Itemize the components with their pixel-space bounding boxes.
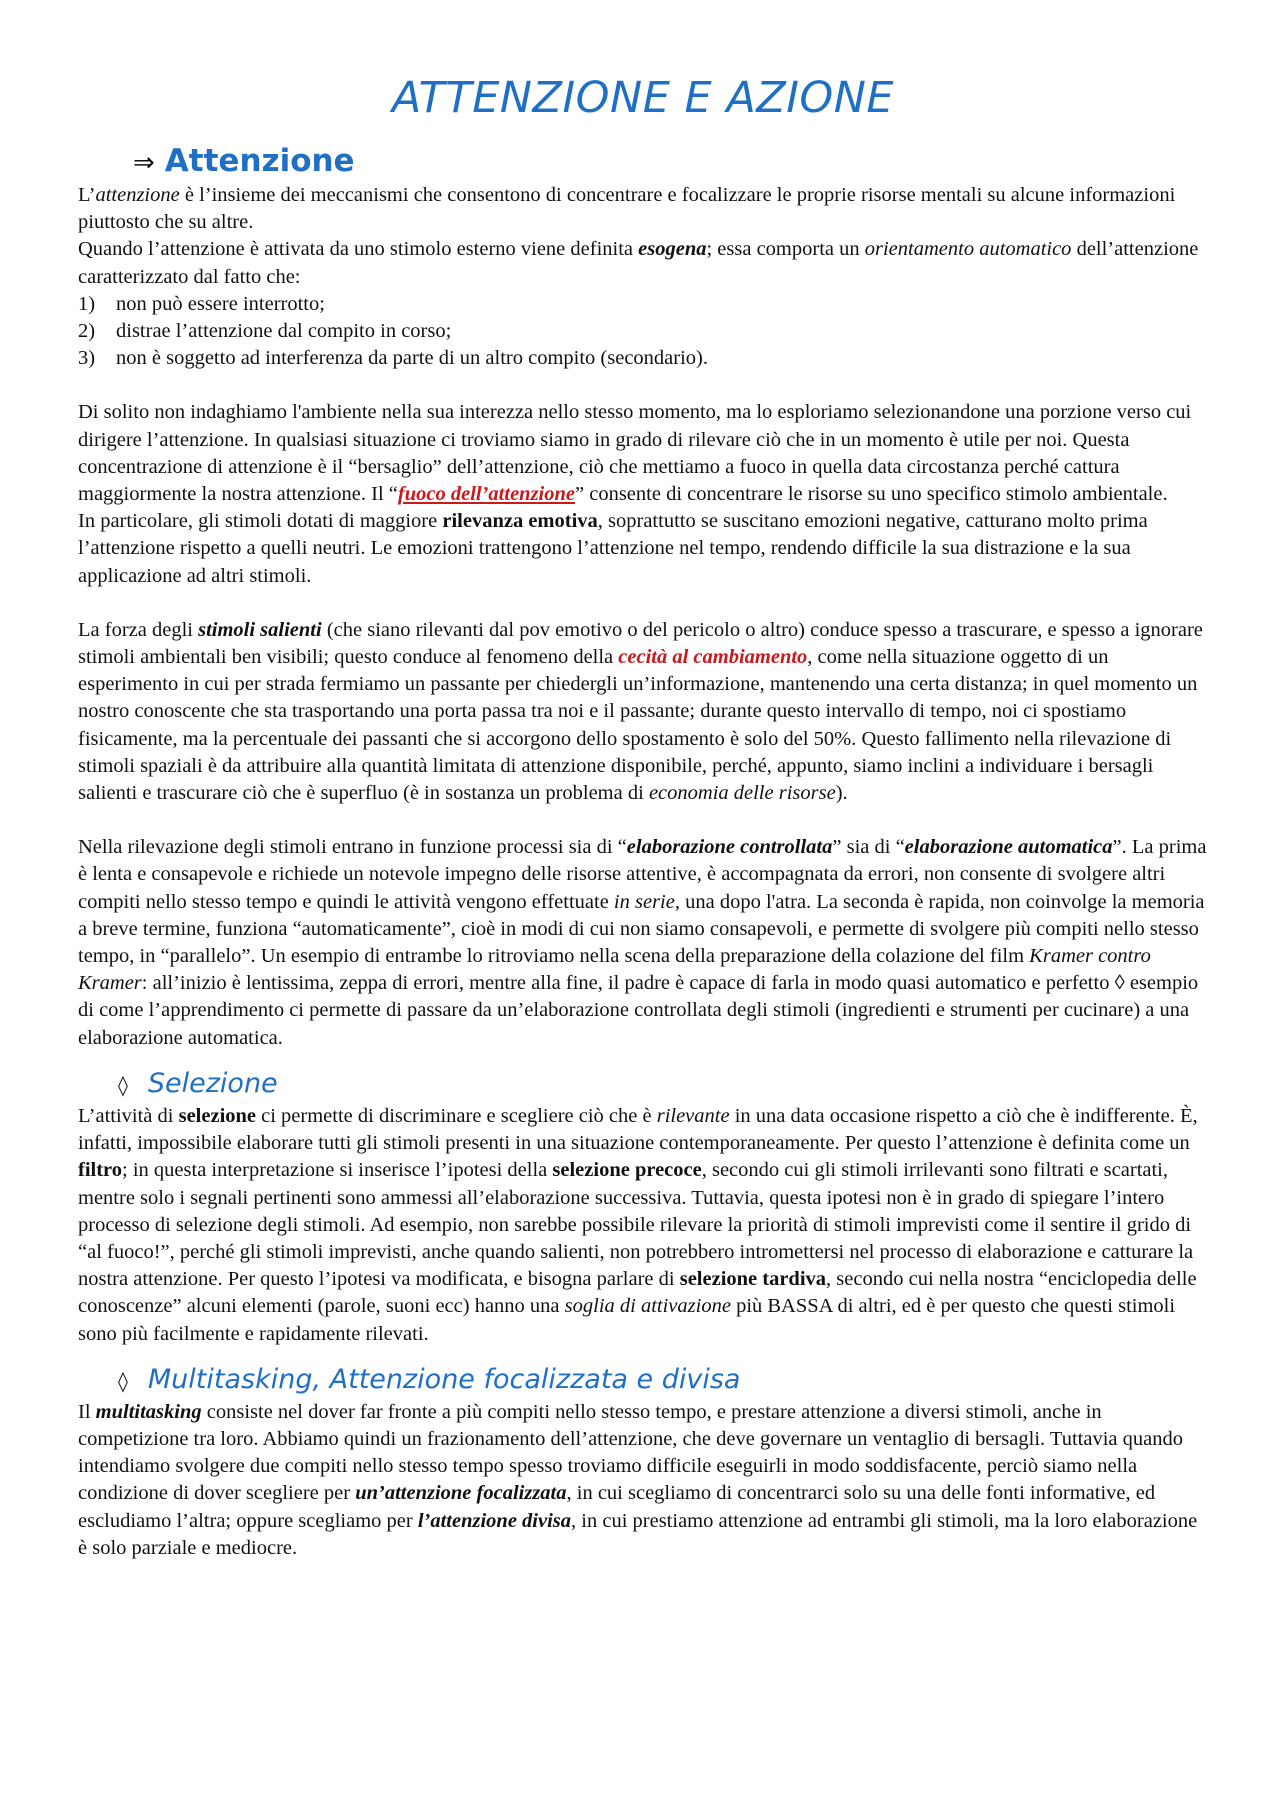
list-item: 2) distrae l’attenzione dal compito in corso; — [78, 320, 452, 343]
characteristics-list — [78, 291, 1208, 373]
diamond-icon: ◊ — [118, 1368, 128, 1393]
diamond-icon: ◊ — [118, 1072, 128, 1097]
paragraph-multitasking: Il multitasking consiste nel dover far fronte a più compiti nello stesso tempo, e prestare attenzione a diversi stimoli, anche in competizione tra loro. Abbiamo quindi un frazionamento dell’attenzione, che deve governare un ventaglio di bersagli. Tuttavia quando intendiamo svolgere due compiti nello stesso tempo spesso troviamo difficile eseguirli in modo soddisfacente, perciò siamo nella condizione di dover scegliere per un’attenzione focalizzata, in cui scegliamo di concentrarci solo su una delle fonti informative, ed escludiamo l’altra; oppure scegliamo per l’attenzione divisa, in cui prestiamo attenzione ad entrambi gli stimoli, ma la loro elaborazione è solo parziale e mediocre. — [78, 1400, 1198, 1559]
subsection-heading-selezione: ◊ Selezione — [118, 1067, 278, 1099]
paragraph-fuoco: Di solito non indaghiamo l'ambiente nella sua interezza nello stesso momento, ma lo esploriamo selezionandone una porzione verso cui dirigere l’attenzione. In qualsiasi situazione ci troviamo siamo in grado di rilevare ciò che in un momento è utile per noi. Questa concentrazione di attenzione è il “bersaglio” dell’attenzione, ciò che mettiamo a fuoco in quella data circostanza perché cattura maggiormente la nostra attenzione. Il “fuoco dell’attenzione” consente di concentrare le risorse su uno specifico stimolo ambientale. — [78, 401, 1192, 506]
document-page — [78, 72, 1208, 1562]
page-title: ATTENZIONE E AZIONE — [391, 73, 895, 123]
paragraph-stimoli-salienti: La forza degli stimoli salienti (che siano rilevanti dal pov emotivo o del pericolo o altro) conduce spesso a trascurare, e spesso a ignorare stimoli ambientali ben visibili; questo conduce al fenomeno della cecità al cambiamento, come nella situazione oggetto di un esperimento in cui per strada fermiamo un passante per chiedergli un’informazione, mantenendo una certa distanza; in quel momento un nostro conoscente che sta trasportando una porta passa tra noi e il passante; durante questo intervallo di tempo, noi ci spostiamo fisicamente, ma la percentuale dei passanti che si accorgono dello spostamento è solo del 50%. Questo fallimento nella rilevazione di stimoli spaziali è da attribuire alla quantità limitata di attenzione disponibile, perché, appunto, siamo inclini a individuare i bersagli salienti e trascurare ciò che è superfluo (è in sostanza un problema di economia delle risorse). — [78, 618, 1203, 805]
paragraph-rilevanza: In particolare, gli stimoli dotati di maggiore rilevanza emotiva, soprattutto se suscitano emozioni negative, catturano molto prima l’attenzione rispetto a quelli neutri. Le emozioni trattengono l’attenzione nel tempo, rendendo difficile la sua distrazione e la sua applicazione ad altri stimoli. — [78, 510, 1148, 587]
paragraph-definition: L’attenzione è l’insieme dei meccanismi che consentono di concentrare e focalizzare le proprie risorse mentali su alcune informazioni piuttosto che su altre. — [78, 184, 1176, 234]
list-item: 3) non è soggetto ad interferenza da parte di un altro compito (secondario). — [78, 347, 708, 370]
section-heading-attenzione — [78, 142, 1208, 182]
list-item: 1) non può essere interrotto; — [78, 292, 325, 315]
paragraph-elaborazione: Nella rilevazione degli stimoli entrano in funzione processi sia di “elaborazione controllata” sia di “elaborazione automatica”. La prima è lenta e consapevole e richiede un notevole impegno delle risorse attentive, è accompagnata da errori, non consente di svolgere altri compiti nello stesso tempo e quindi le attività vengono effettuate in serie, una dopo l'atra. La seconda è rapida, non coinvolge la memoria a breve termine, funziona “automaticamente”, cioè in modi di cui non siamo consapevoli, e permette di svolgere più compiti nello stesso tempo, in “parallelo”. Un esempio di entrambe lo ritroviamo nella scena della preparazione della colazione del film Kramer contro Kramer: all’inizio è lentissima, zeppa di errori, mentre alla fine, il padre è capace di farla in modo quasi automatico e perfetto ◊ esempio di come l’apprendimento ci permette di passare da un’elaborazione controllata degli stimoli (ingredienti e strumenti per cucinare) a una elaborazione automatica. — [78, 836, 1207, 1049]
section-heading-label: Attenzione — [164, 143, 355, 179]
paragraph-esogena: Quando l’attenzione è attivata da uno stimolo esterno viene definita esogena; essa comporta un orientamento automatico dell’attenzione caratterizzato dal fatto che: — [78, 238, 1199, 288]
double-arrow-icon: ⇒ — [133, 148, 155, 178]
subsection-heading-multitasking: ◊ Multitasking, Attenzione focalizzata e divisa — [118, 1363, 741, 1395]
cecita-term: cecità al cambiamento — [618, 646, 808, 669]
fuoco-attenzione-term: fuoco dell’attenzione — [397, 483, 575, 506]
paragraph-selezione: L’attività di selezione ci permette di discriminare e scegliere ciò che è rilevante in una data occasione rispetto a ciò che è indifferente. È, infatti, impossibile elaborare tutti gli stimoli presenti in una situazione contemporaneamente. Per questo l’attenzione è definita come un filtro; in questa interpretazione si inserisce l’ipotesi della selezione precoce, secondo cui gli stimoli irrilevanti sono filtrati e scartati, mentre solo i segnali pertinenti sono ammessi all’elaborazione successiva. Tuttavia, questa ipotesi non è in grado di spiegare l’intero processo di selezione degli stimoli. Ad esempio, non sarebbe possibile rilevare la priorità di stimoli imprevisti come il sentire il grido di “al fuoco!”, perché gli stimoli imprevisti, anche quando salienti, non potrebbero intromettersi nel processo di elaborazione e catturare la nostra attenzione. Per questo l’ipotesi va modificata, e bisogna parlare di selezione tardiva, secondo cui nella nostra “enciclopedia delle conoscenze” alcuni elementi (parole, suoni ecc) hanno una soglia di attivazione più BASSA di altri, ed è per questo che questi stimoli sono più facilmente e rapidamente rilevati. — [78, 1104, 1198, 1345]
